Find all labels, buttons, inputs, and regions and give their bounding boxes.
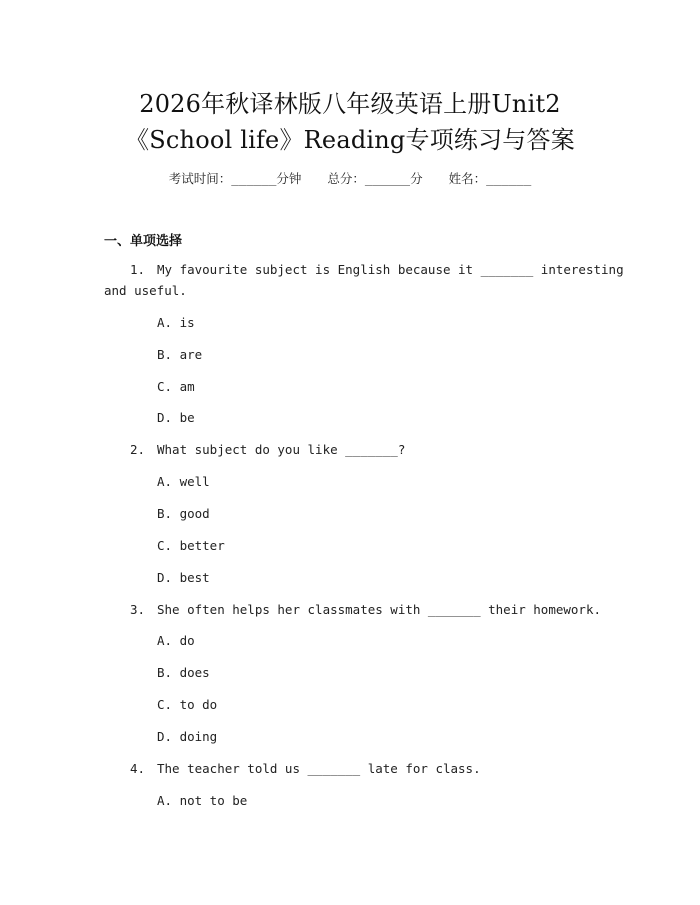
question-1-option-a: A. is (157, 315, 195, 330)
document-title-line-2: 《School life》Reading专项练习与答案 (125, 126, 575, 154)
question-number: 4. (130, 761, 146, 776)
question-number: 1. (130, 262, 146, 277)
question-text: My favourite subject is English because it _______ interesting (157, 262, 624, 277)
question-2-option-d: D. best (157, 570, 210, 585)
question-3-option-b: B. does (157, 665, 210, 680)
question-text: She often helps her classmates with _______ their homework. (157, 602, 602, 617)
question-3 (130, 602, 601, 617)
question-2-option-c: C. better (157, 538, 225, 553)
question-4-option-a: A. not to be (157, 793, 248, 808)
question-4 (130, 761, 481, 776)
document-title-line-1: 2026年秋译林版八年级英语上册Unit2 (139, 90, 561, 118)
question-1-option-b: B. are (157, 347, 203, 362)
question-3-option-c: C. to do (157, 697, 218, 712)
question-1-continuation: and useful. (104, 283, 187, 298)
question-2-option-a: A. well (157, 474, 210, 489)
question-3-option-a: A. do (157, 633, 195, 648)
question-1 (130, 262, 624, 277)
exam-meta (0, 169, 700, 187)
question-3-option-d: D. doing (157, 729, 218, 744)
exam-time-field: 考试时间：______分钟 (168, 171, 302, 186)
question-number: 2. (130, 442, 146, 457)
question-number: 3. (130, 602, 146, 617)
total-score-field: 总分：______分 (327, 171, 423, 186)
question-1-option-d: D. be (157, 410, 195, 425)
name-field: 姓名：______ (448, 171, 532, 186)
question-text: What subject do you like _______? (157, 442, 406, 457)
section-title: 一、单项选择 (104, 234, 183, 249)
question-1-option-c: C. am (157, 379, 195, 394)
question-2 (130, 442, 405, 457)
question-2-option-b: B. good (157, 506, 210, 521)
question-text: The teacher told us _______ late for class. (157, 761, 481, 776)
